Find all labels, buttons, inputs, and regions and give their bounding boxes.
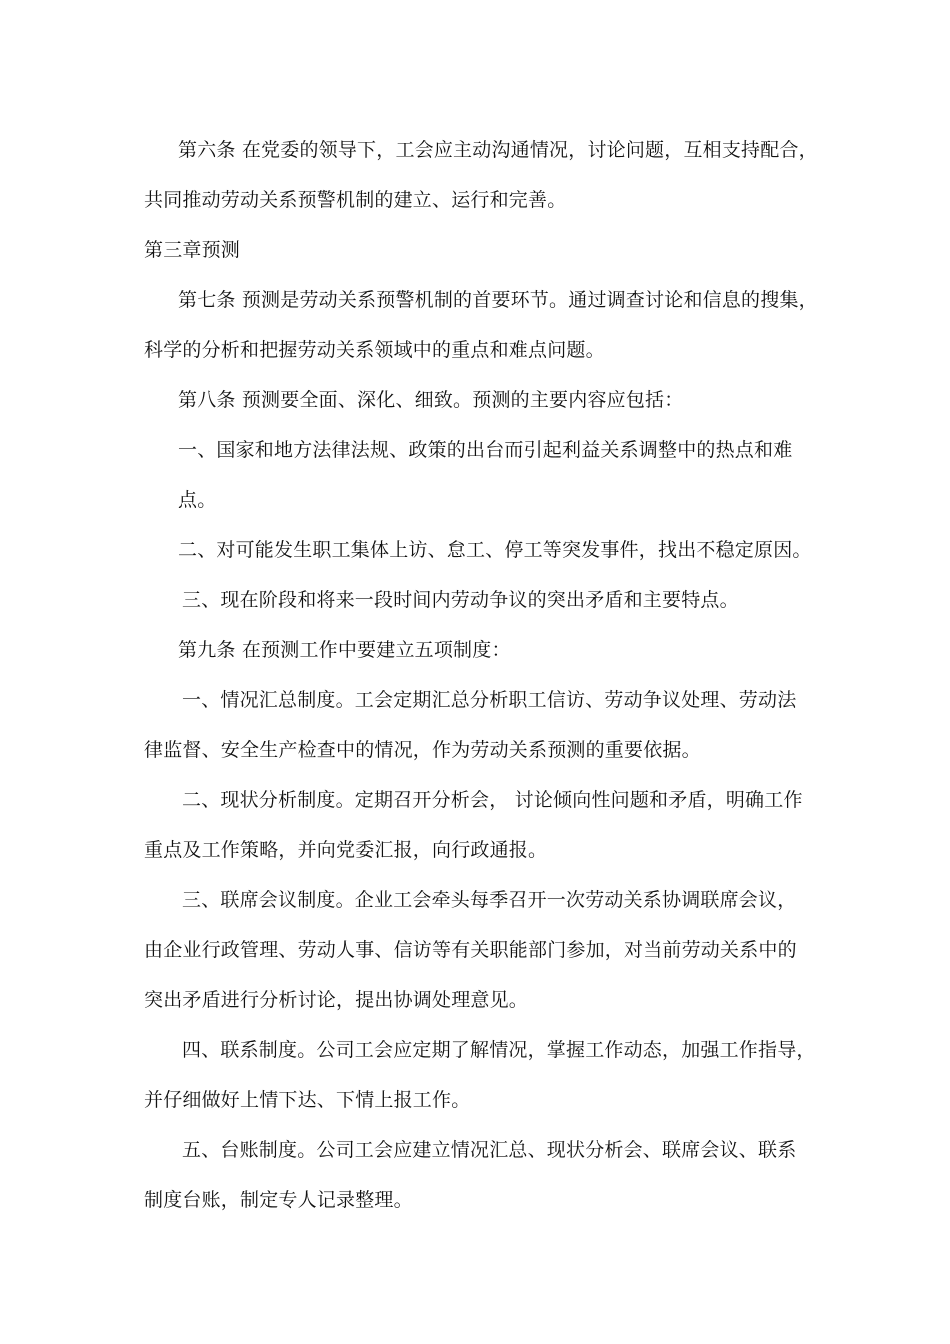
- text-line: 第九条 在预测工作中要建立五项制度：: [178, 639, 511, 661]
- text-line: 律监督、安全生产检查中的情况，作为劳动关系预测的重要依据。: [144, 739, 701, 761]
- text-line: 一、国家和地方法律法规、政策的出台而引起利益关系调整中的热点和难: [178, 439, 793, 461]
- text-line: 由企业行政管理、劳动人事、信访等有关职能部门参加，对当前劳动关系中的: [144, 939, 797, 961]
- chapter-heading: 第三章预测: [144, 239, 241, 261]
- text-line: 一、情况汇总制度。工会定期汇总分析职工信访、劳动争议处理、劳动法: [182, 689, 797, 711]
- text-line: 五、台账制度。公司工会应建立情况汇总、现状分析会、联席会议、联系: [182, 1139, 797, 1161]
- text-line: 二、现状分析制度。定期召开分析会， 讨论倾向性问题和矛盾，明确工作: [182, 789, 803, 811]
- text-line: 制度台账，制定专人记录整理。: [144, 1189, 413, 1211]
- text-line: 重点及工作策略，并向党委汇报，向行政通报。: [144, 839, 548, 861]
- text-line: 共同推动劳动关系预警机制的建立、运行和完善。: [144, 189, 567, 211]
- text-line: 点。: [178, 489, 217, 511]
- text-line: 三、联席会议制度。企业工会牵头每季召开一次劳动关系协调联席会议，: [182, 889, 797, 911]
- text-line: 并仔细做好上情下达、下情上报工作。: [144, 1089, 471, 1111]
- text-line: 二、对可能发生职工集体上访、怠工、停工等突发事件，找出不稳定原因。: [178, 539, 812, 561]
- text-line: 四、联系制度。公司工会应定期了解情况，掌握工作动态，加强工作指导，: [182, 1039, 816, 1061]
- text-line: 第八条 预测要全面、深化、细致。预测的主要内容应包括：: [178, 389, 684, 411]
- text-line: 第七条 预测是劳动关系预警机制的首要环节。通过调查讨论和信息的搜集，: [178, 289, 818, 311]
- text-line: 科学的分析和把握劳动关系领域中的重点和难点问题。: [144, 339, 605, 361]
- text-line: 第六条 在党委的领导下，工会应主动沟通情况，讨论问题，互相支持配合，: [178, 139, 818, 161]
- text-line: 三、现在阶段和将来一段时间内劳动争议的突出矛盾和主要特点。: [182, 589, 739, 611]
- text-line: 突出矛盾进行分析讨论，提出协调处理意见。: [144, 989, 529, 1011]
